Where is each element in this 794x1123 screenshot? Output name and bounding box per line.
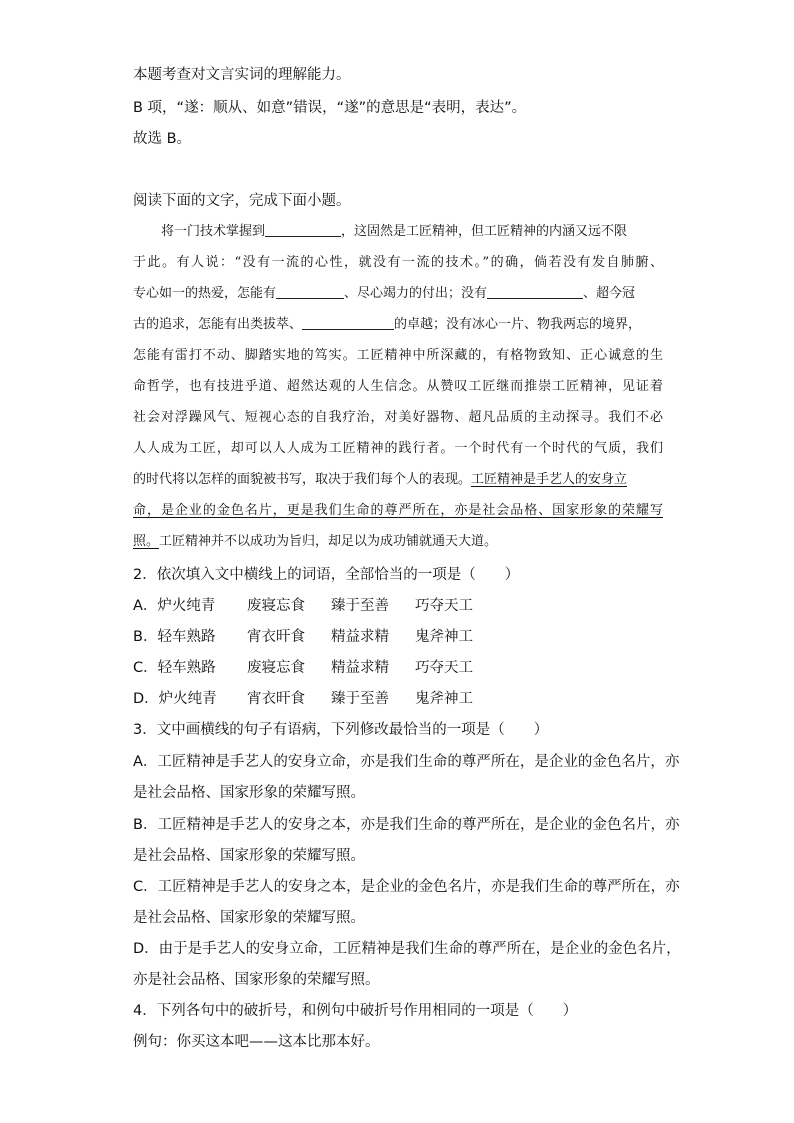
q3-option-c-cont: 是社会品格、国家形象的荣耀写照。 xyxy=(133,910,365,926)
passage-line: 专心如一的热爱，怎能有 、尽心竭力的付出；没有 、超今冠 xyxy=(133,286,636,301)
fill-blank-4 xyxy=(302,315,394,330)
q3-option-c: C．工匠精神是手艺人的安身之本，是企业的金色名片，亦是我们生命的尊严所在，亦 xyxy=(133,879,680,895)
passage-line: 的时代将以怎样的面貌被书写，取决于我们每个人的表现。工匠精神是手艺人的安身立 xyxy=(133,472,628,487)
passage-line: 照。工匠精神并不以成功为旨归，却足以为成功铺就通天大道。 xyxy=(133,534,498,549)
underlined-sentence: 命，是企业的金色名片，更是我们生命的尊严所在，亦是社会品格、国家形象的荣耀写 xyxy=(133,503,663,518)
question-4-stem: 4．下列各句中的破折号，和例句中破折号作用相同的一项是（ ） xyxy=(133,1003,578,1019)
question-3-stem: 3．文中画横线的句子有语病，下列修改最恰当的一项是（ ） xyxy=(133,722,549,738)
fill-blank-3 xyxy=(487,284,583,299)
answer-conclusion: 故选 B。 xyxy=(133,131,192,147)
fill-blank-2 xyxy=(276,284,344,299)
passage-line: 人人成为工匠，却可以人人成为工匠精神的践行者。一个时代有一个时代的气质，我们 xyxy=(133,441,663,456)
q3-option-a: A．工匠精神是手艺人的安身立命，亦是我们生命的尊严所在，是企业的金色名片，亦 xyxy=(133,754,680,770)
q3-option-d: D．由于是手艺人的安身立命，工匠精神是我们生命的尊严所在，是企业的金色名片， xyxy=(133,941,681,957)
passage-line: 怎能有雷打不动、脚踏实地的笃实。工匠精神中所深藏的，有格物致知、正心诚意的生 xyxy=(133,348,663,363)
underlined-sentence: 工匠精神是手艺人的安身立 xyxy=(471,472,628,487)
reading-instruction: 阅读下面的文字，完成下面小题。 xyxy=(133,193,351,209)
passage-line: 于此。有人说：“没有一流的心性，就没有一流的技术。”的确，倘若没有发自肺腑、 xyxy=(133,255,663,270)
question-2-stem: 2．依次填入文中横线上的词语，全部恰当的一项是（ ） xyxy=(133,567,520,583)
q3-option-b-cont: 是社会品格、国家形象的荣耀写照。 xyxy=(133,848,365,864)
underlined-sentence: 照。 xyxy=(133,534,160,549)
answer-explanation-line: B 项，“遂：顺从、如意”错误，“遂”的意思是“表明，表达”。 xyxy=(133,100,527,116)
document-page: 本题考查对文言实词的理解能力。 B 项，“遂：顺从、如意”错误，“遂”的意思是“表明，表达”。 故选 B。 阅读下面的文字，完成下面小题。 将一门技术掌握到 ，这固然是工匠精神，但工匠精神的内涵又远不限 于此。有人说：“没有一流的心性，就没有一流的技术。”的确，倘若没有发自肺腑、 专心如一的热爱，怎能有 、尽心竭力的付出；没有 、超今冠 古的追求，怎能有出类拔萃、 的卓越；没有冰心一片、物我两忘的境界， 怎能有雷打不动、脚踏实地的笃实。工匠精神中所深藏的，有格物致知、正心诚意的生 命哲学，也有技进乎道、超然达观的人生信念。从赞叹工匠继而推崇工匠精神，见证着 社会对浮躁风气、短视心态的自我疗治，对美好器物、超凡品质的主动探寻。我们不必 人人成为工匠，却可以人人成为工匠精神的践行者。一个时代有一个时代的气质，我们 的时代将以怎样的面貌被书写，取决于我们每个人的表现。工匠精神是手艺人的安身立 命，是企业的金色名片，更是我们生命的尊严所在，亦是社会品格、国家形象的荣耀写 照。工匠精神并不以成功为旨归，却足以为成功铺就通天大道。 2．依次填入文中横线上的词语，全部恰当的一项是（ ） A．炉火纯青 废寝忘食 臻于至善 巧夺天工 B．轻车熟路 宵衣旰食 精益求精 鬼斧神工 C．轻车熟路 废寝忘食 精益求精 巧夺天工 D．炉火纯青 宵衣旰食 臻于至善 鬼斧神工 3．文中画横线的句子有语病，下列修改最恰当的一项是（ ） A．工匠精神是手艺人的安身立命，亦是我们生命的尊严所在，是企业的金色名片，亦 是社会品格、国家形象的荣耀写照。 B．工匠精神是手艺人的安身之本，亦是我们生命的尊严所在，是企业的金色名片，亦 是社会品格、国家形象的荣耀写照。 C．工匠精神是手艺人的安身之本，是企业的金色名片，亦是我们生命的尊严所在，亦 是社会品格、国家形象的荣耀写照。 D．由于是手艺人的安身立命，工匠精神是我们生命的尊严所在，是企业的金色名片， 亦是社会品格、国家形象的荣耀写照。 4．下列各句中的破折号，和例句中破折号作用相同的一项是（ ） 例句：你买这本吧——这本比那本好。 xyxy=(133,67,681,1050)
passage-line: 社会对浮躁风气、短视心态的自我疗治，对美好器物、超凡品质的主动探寻。我们不必 xyxy=(133,410,663,425)
fill-blank-1 xyxy=(265,222,341,237)
q3-option-d-cont: 亦是社会品格、国家形象的荣耀写照。 xyxy=(133,972,380,988)
answer-explanation-line: 本题考查对文言实词的理解能力。 xyxy=(133,67,351,83)
q3-option-a-cont: 是社会品格、国家形象的荣耀写照。 xyxy=(133,785,365,801)
q3-option-b: B．工匠精神是手艺人的安身之本，亦是我们生命的尊严所在，是企业的金色名片，亦 xyxy=(133,817,680,833)
passage-line: 古的追求，怎能有出类拔萃、 的卓越；没有冰心一片、物我两忘的境界， xyxy=(133,317,642,332)
q4-example: 例句：你买这本吧——这本比那本好。 xyxy=(133,1034,380,1050)
passage-line: 命哲学，也有技进乎道、超然达观的人生信念。从赞叹工匠继而推崇工匠精神，见证着 xyxy=(133,379,663,394)
passage-line: 将一门技术掌握到 ，这固然是工匠精神，但工匠精神的内涵又远不限 xyxy=(161,224,628,239)
